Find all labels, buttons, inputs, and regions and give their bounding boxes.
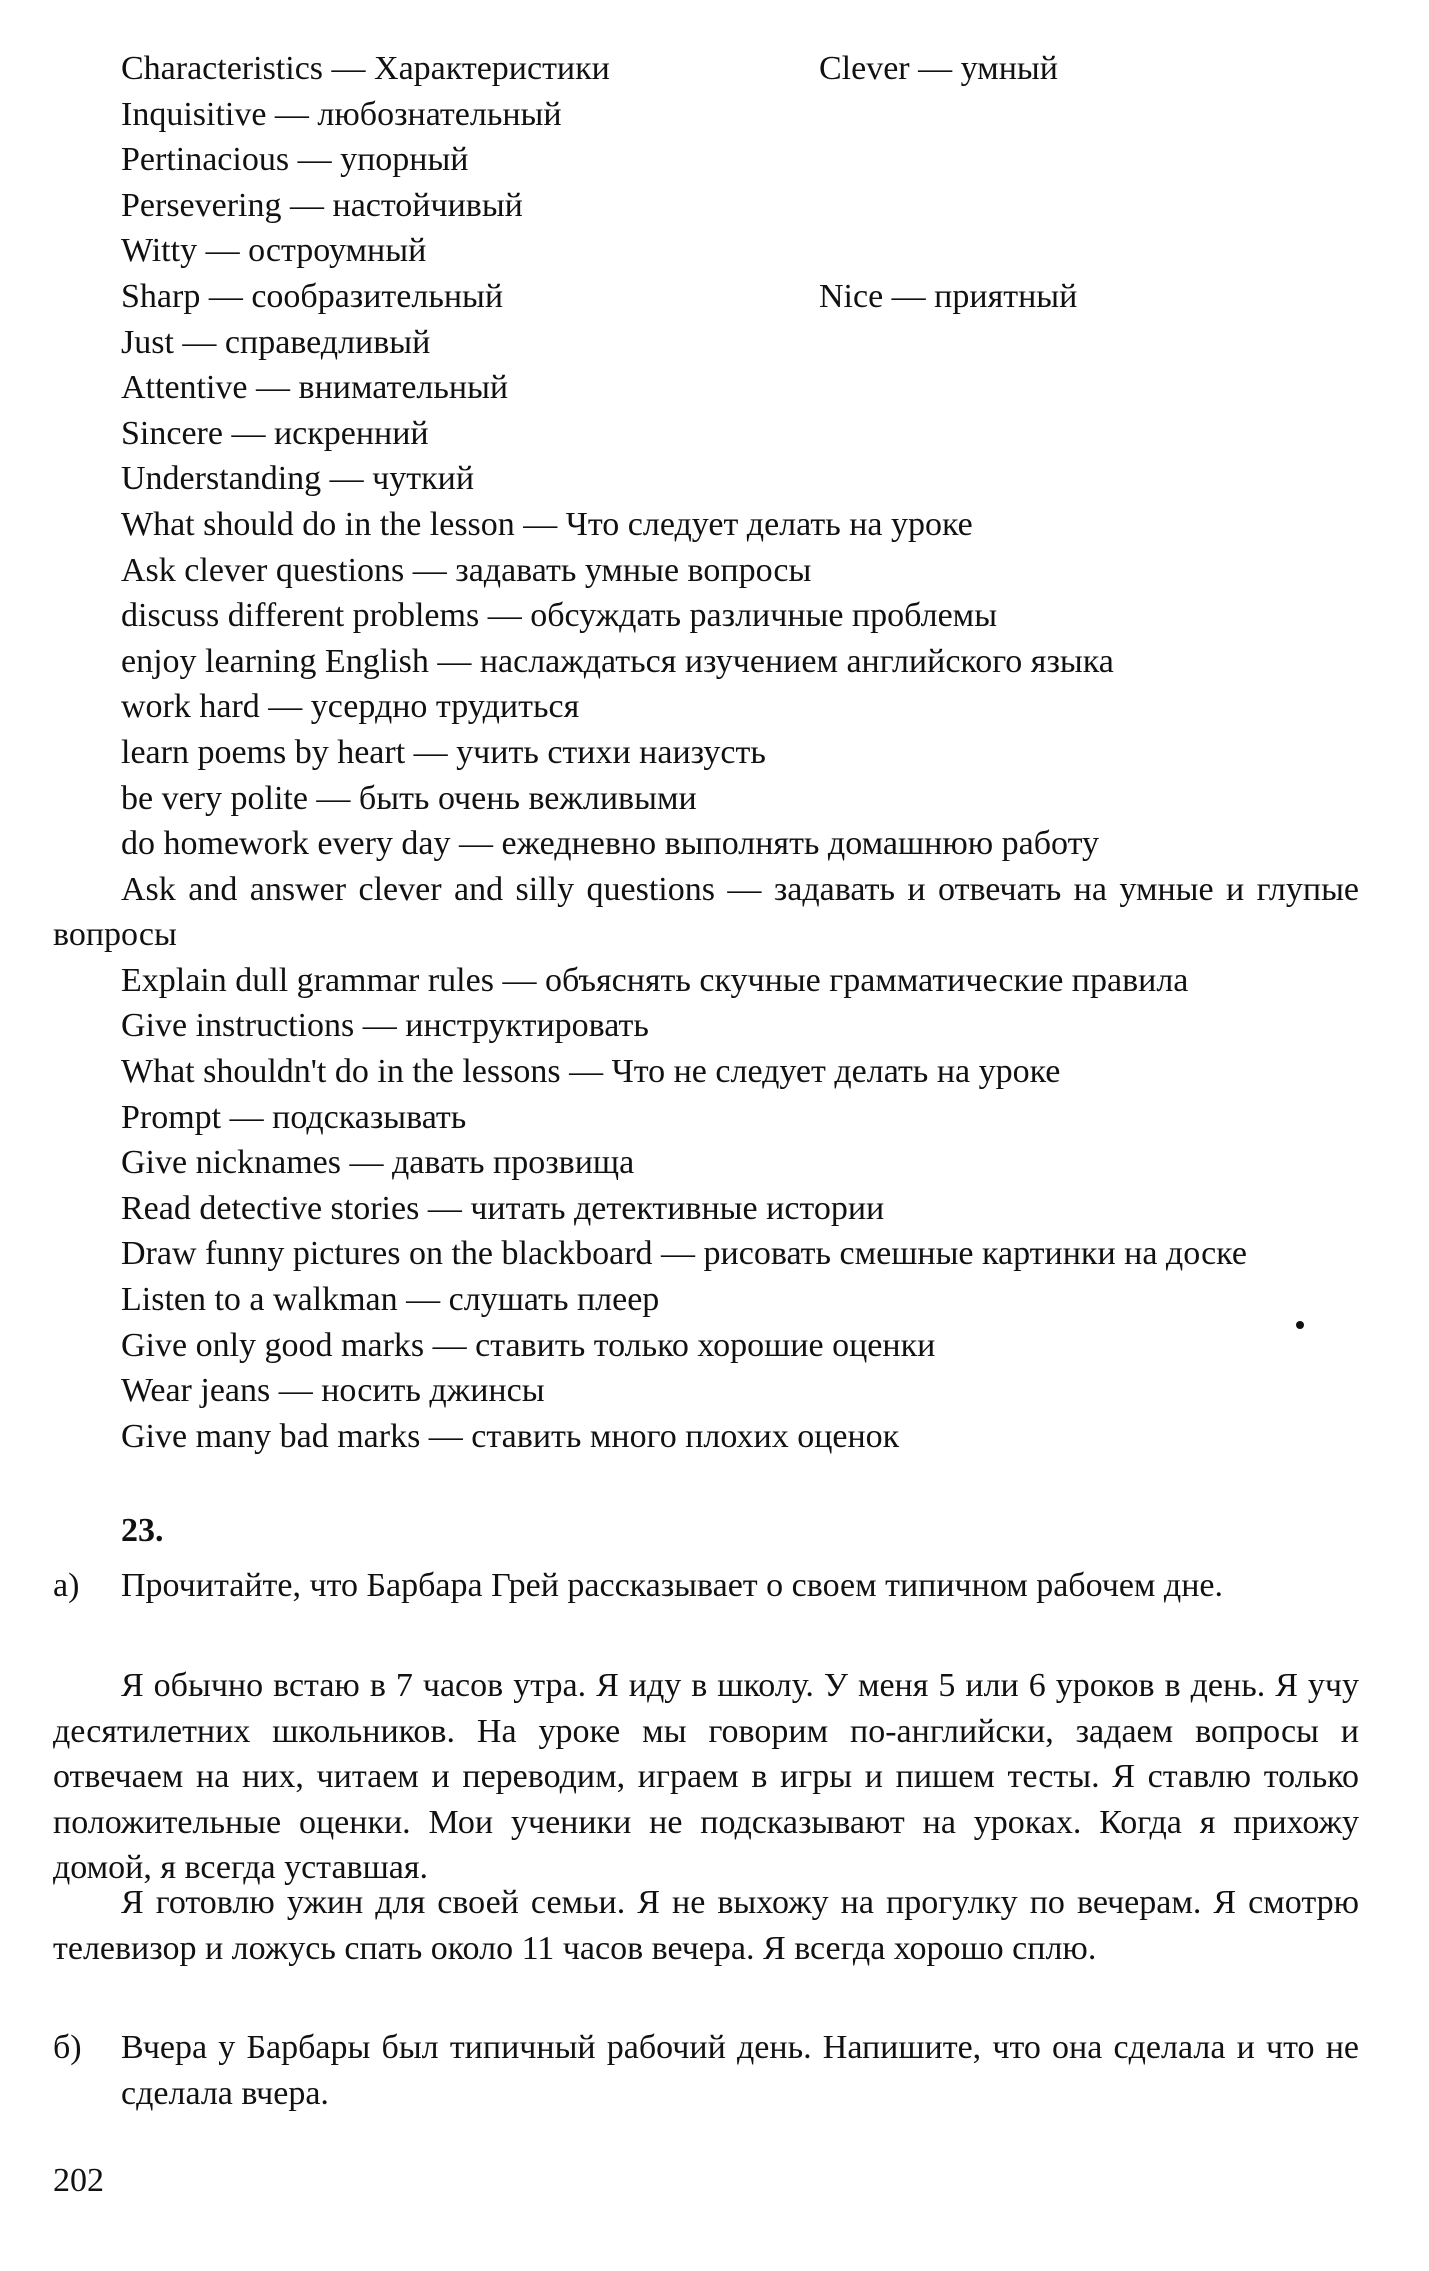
vocabulary-text: Give only good marks — ставить только хорошие оценки xyxy=(121,1326,936,1364)
paragraph-1: Я обычно встаю в 7 часов утра. Я иду в школу. У меня 5 или 6 уроков в день. Я учу десятилетних школьников. На уроке мы говорим по-английски, задаем вопросы и отвечаем на них, читаем и переводим, играем в игры и пишем тесты. Я ставлю только положительные оценки. Мои ученики не подсказывают на уроках. Когда я прихожу домой, я всегда уставшая. xyxy=(53,1667,1359,1887)
vocabulary-text: Just — справедливый xyxy=(121,323,431,361)
vocabulary-item xyxy=(53,593,1359,639)
vocabulary-item xyxy=(53,958,1359,1004)
vocabulary-text: enjoy learning English — наслаждаться изучением английского языка xyxy=(121,642,1114,680)
vocabulary-text: Draw funny pictures on the blackboard — рисовать смешные картинки на доске xyxy=(121,1235,1247,1273)
vocabulary-text: What should do in the lesson — Что следует делать на уроке xyxy=(121,505,973,543)
vocabulary-item xyxy=(53,1231,1359,1277)
vocabulary-text: Read detective stories — читать детективные истории xyxy=(121,1189,885,1227)
vocabulary-text: Attentive — внимательный xyxy=(121,369,509,407)
vocabulary-text: Understanding — чуткий xyxy=(121,460,475,498)
vocabulary-item xyxy=(53,137,1359,183)
task-b-text: Вчера у Барбары был типичный рабочий день. Напишите, что она сделала и что не сделала вчера. xyxy=(121,2029,1359,2112)
scan-speck xyxy=(1296,1321,1304,1329)
vocabulary-item xyxy=(53,320,1359,366)
vocabulary-text: Wear jeans — носить джинсы xyxy=(121,1372,545,1410)
vocabulary-text: Give instructions — инструктировать xyxy=(121,1007,649,1045)
vocabulary-text: discuss different problems — обсуждать различные проблемы xyxy=(121,597,998,635)
vocabulary-item xyxy=(53,456,1359,502)
vocabulary-right-column: Clever — умный xyxy=(819,50,1058,87)
vocabulary-item xyxy=(53,776,1359,822)
vocabulary-item xyxy=(53,1368,1359,1414)
vocabulary-text: Witty — остроумный xyxy=(121,232,427,270)
vocabulary-text: What shouldn't do in the lessons — Что не следует делать на уроке xyxy=(121,1053,1061,1091)
paragraph-2: Я готовлю ужин для своей семьи. Я не выхожу на прогулку по вечерам. Я смотрю телевизор и ложусь спать около 11 часов вечера. Я всегда хорошо сплю. xyxy=(53,1884,1359,1967)
vocabulary-item xyxy=(53,821,1359,867)
vocabulary-item xyxy=(53,1095,1359,1141)
task-a-label: а) xyxy=(53,1567,80,1604)
vocabulary-item xyxy=(53,46,1359,92)
vocabulary-item xyxy=(53,92,1359,138)
vocabulary-item xyxy=(53,274,1359,320)
task-a-text: Прочитайте, что Барбара Грей рассказывает о своем типичном рабочем дне. xyxy=(121,1567,1224,1604)
vocabulary-text: Listen to a walkman — слушать плеер xyxy=(121,1281,660,1319)
vocabulary-list xyxy=(53,46,1359,1459)
vocabulary-right-column: Nice — приятный xyxy=(819,277,1078,315)
vocabulary-text: Pertinacious — упорный xyxy=(121,141,469,179)
vocabulary-item xyxy=(53,365,1359,411)
vocabulary-text: Prompt — подсказывать xyxy=(121,1098,467,1136)
vocabulary-item xyxy=(53,1186,1359,1232)
vocabulary-item xyxy=(53,228,1359,274)
vocabulary-item xyxy=(53,1003,1359,1049)
task-a xyxy=(53,1563,1359,1609)
vocabulary-item xyxy=(53,411,1359,457)
vocabulary-text: learn poems by heart — учить стихи наизусть xyxy=(121,733,766,771)
vocabulary-item xyxy=(53,867,1359,958)
vocabulary-item xyxy=(53,730,1359,776)
vocabulary-text: Characteristics — Характеристики xyxy=(121,50,610,87)
vocabulary-item xyxy=(53,183,1359,229)
vocabulary-item xyxy=(53,1277,1359,1323)
vocabulary-item xyxy=(53,548,1359,594)
vocabulary-item xyxy=(53,502,1359,548)
vocabulary-item xyxy=(53,1140,1359,1186)
vocabulary-text: Give nicknames — давать прозвища xyxy=(121,1144,635,1182)
vocabulary-item xyxy=(53,1414,1359,1460)
vocabulary-text: do homework every day — ежедневно выполнять домашнюю работу xyxy=(121,825,1099,863)
vocabulary-text: Ask clever questions — задавать умные вопросы xyxy=(121,551,812,589)
vocabulary-text: Ask and answer clever and silly questions — задавать и отвечать на умные и глупые вопросы xyxy=(53,870,1359,954)
vocabulary-text: be very polite — быть очень вежливыми xyxy=(121,779,697,817)
vocabulary-item xyxy=(53,639,1359,685)
vocabulary-item xyxy=(53,1323,1359,1369)
task-b-label: б) xyxy=(53,2029,82,2066)
vocabulary-text: work hard — усердно трудиться xyxy=(121,688,580,726)
task-b xyxy=(53,2025,1359,2116)
vocabulary-item xyxy=(53,684,1359,730)
vocabulary-item xyxy=(53,1049,1359,1095)
vocabulary-text: Explain dull grammar rules — объяснять скучные грамматические правила xyxy=(121,961,1189,999)
vocabulary-text: Persevering — настойчивый xyxy=(121,186,523,224)
vocabulary-text: Give many bad marks — ставить много плохих оценок xyxy=(121,1417,900,1455)
vocabulary-text: Sharp — сообразительный xyxy=(121,277,504,315)
vocabulary-text: Sincere — искренний xyxy=(121,414,429,452)
exercise-number: 23. xyxy=(121,1512,164,1549)
page-number: 202 xyxy=(53,2162,104,2199)
vocabulary-text: Inquisitive — любознательный xyxy=(121,95,562,133)
